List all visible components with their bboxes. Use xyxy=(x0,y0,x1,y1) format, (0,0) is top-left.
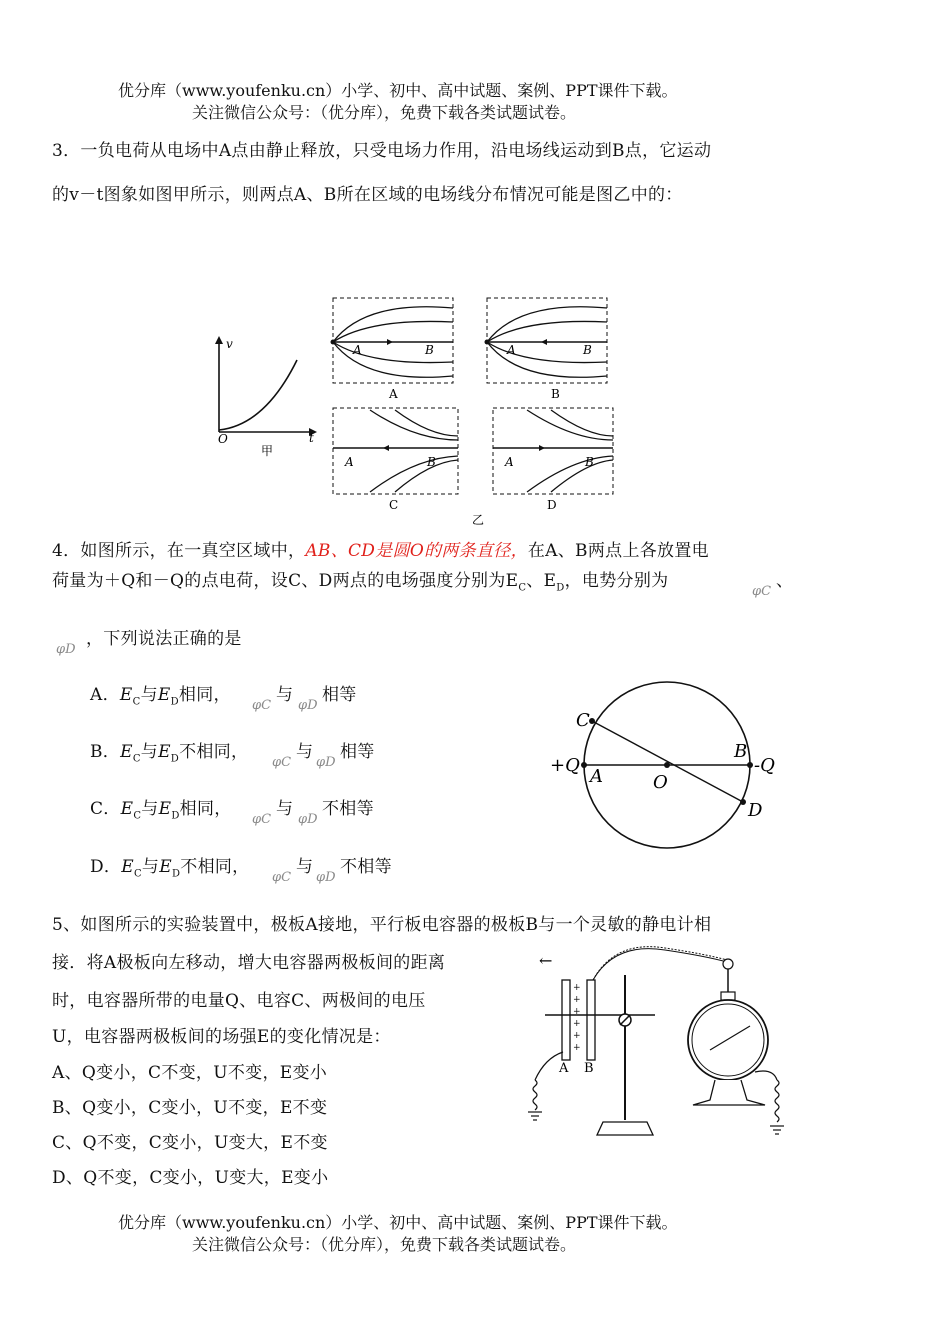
q4-comma: 、 xyxy=(776,571,794,591)
q3-line-2: 的v－t图象如图甲所示，则两点A、B所在区域的电场线分布情况可能是图乙中的： xyxy=(52,185,683,205)
q5-option-d: D、Q不变，C变小，U变大，E变小 xyxy=(52,1168,329,1188)
panel-c-point-b: B xyxy=(427,455,436,469)
q3-figure xyxy=(205,290,625,530)
svg-text:+: + xyxy=(573,1031,581,1041)
panel-b-point-a: A xyxy=(507,343,516,357)
vt-graph xyxy=(218,337,314,458)
q4-c-end: 不相等 xyxy=(322,799,374,819)
q4-a-phi-d: φD xyxy=(298,698,318,713)
q4-b-end: 相等 xyxy=(340,742,375,762)
q4-red-text: AB、CD是圆O的两条直径， xyxy=(305,541,528,561)
point-d-label: D xyxy=(748,800,763,821)
q4-line-3: ，下列说法正确的是 xyxy=(86,629,242,649)
q4-option-a: A．$E_C$与$E_D$相同， xyxy=(90,685,231,708)
q3-line-1: 3．一负电荷从电场中A点由静止释放，只受电场力作用，沿电场线运动到B点，它运动 xyxy=(52,141,712,161)
origin-label: O xyxy=(218,432,228,446)
q5-option-b: B、Q变小，C变小，U不变，E不变 xyxy=(52,1098,328,1118)
footer-line-1: 优分库（www.youfenku.cn）小学、初中、高中试题、案例、PPT课件下载。 xyxy=(118,1213,678,1232)
q4-circle-figure xyxy=(540,670,800,870)
svg-text:+: + xyxy=(573,983,581,993)
q5-option-c: C、Q不变，C变小，U变大，E不变 xyxy=(52,1133,328,1153)
q4-a-phi-c: φC xyxy=(252,698,272,713)
panel-a-point-a: A xyxy=(353,343,362,357)
q4-rest1: 在A、B两点上各放置电 xyxy=(527,541,709,561)
panel-d xyxy=(493,408,613,512)
q4-b-yu: 与 xyxy=(296,742,314,762)
q4-line2a: 荷量为＋Q和－Q的点电荷，设C、D两点的电场强度分别为E xyxy=(52,571,519,591)
q5-line-3: 时，电容器所带的电量Q、电容C、两极间的电压 xyxy=(52,991,426,1011)
q4-sep: 、E xyxy=(526,571,557,591)
q4-option-d: D．$E_C$与$E_D$不相同， xyxy=(90,857,250,880)
q4-c-phi-d: φD xyxy=(298,812,318,827)
q4-a-end: 相等 xyxy=(322,685,357,705)
q4-d-yu: 与 xyxy=(296,857,314,877)
q4-sub-c: C xyxy=(518,582,527,594)
svg-text:+: + xyxy=(573,1019,581,1029)
q4-option-c: C．$E_C$与$E_D$相同， xyxy=(90,799,232,822)
q4-d-phi-d: φD xyxy=(316,870,336,885)
panel-d-point-a: A xyxy=(505,455,514,469)
q4-line2b: ，电势分别为 xyxy=(564,571,669,591)
axis-v-label: v xyxy=(226,337,233,351)
point-a-label: A xyxy=(590,766,603,787)
q5-line-1: 5、如图所示的实验装置中，极板A接地，平行板电容器的极板B与一个灵敏的静电计相 xyxy=(52,915,712,935)
q4-a-yu: 与 xyxy=(276,685,294,705)
plate-b-label: B xyxy=(584,1061,594,1076)
axis-t-label: t xyxy=(309,431,314,445)
q5-line-4: U，电容器两极板间的场强E的变化情况是： xyxy=(52,1027,391,1047)
panel-c xyxy=(333,408,458,512)
q4-c-yu: 与 xyxy=(276,799,294,819)
phi-d-symbol: φD xyxy=(56,642,76,657)
panel-c-label: C xyxy=(389,498,399,512)
q4-d-end: 不相等 xyxy=(340,857,392,877)
caption-yi: 乙 xyxy=(472,513,485,527)
q4-line-2 xyxy=(52,566,668,593)
point-b-label: B xyxy=(734,741,748,762)
panel-c-point-a: A xyxy=(345,455,354,469)
caption-jia: 甲 xyxy=(261,444,274,458)
plate-a-label: A xyxy=(559,1061,569,1076)
svg-text:+: + xyxy=(573,1007,581,1017)
q4-c-phi-c: φC xyxy=(252,812,272,827)
panel-b-label: B xyxy=(551,387,560,401)
q4-option-b: B．$E_C$与$E_D$不相同， xyxy=(90,742,249,765)
q4-b-phi-d: φD xyxy=(316,755,336,770)
panel-a xyxy=(331,298,454,401)
svg-text:+: + xyxy=(573,995,581,1005)
plus-q-label: +Q xyxy=(550,755,580,776)
q5-option-a: A、Q变小，C不变，U不变，E变小 xyxy=(52,1063,328,1083)
header-line-1: 优分库（www.youfenku.cn）小学、初中、高中试题、案例、PPT课件下载。 xyxy=(118,81,678,100)
point-c-label: C xyxy=(576,710,590,731)
panel-a-label: A xyxy=(389,387,398,401)
footer-line-2: 关注微信公众号：（优分库），免费下载各类试题试卷。 xyxy=(192,1235,577,1254)
q5-apparatus-figure xyxy=(515,940,805,1150)
minus-q-label: -Q xyxy=(754,755,775,776)
panel-d-point-b: B xyxy=(585,455,594,469)
panel-b-point-b: B xyxy=(583,343,592,357)
q4-b-phi-c: φC xyxy=(272,755,292,770)
q4-num: 4．如图所示，在一真空区域中， xyxy=(52,541,306,561)
move-left-arrow: ← xyxy=(539,951,553,970)
phi-c-symbol: φC xyxy=(752,584,772,599)
q4-line-1 xyxy=(52,536,709,561)
svg-text:+: + xyxy=(573,1043,581,1053)
center-o-label: O xyxy=(653,772,668,793)
q4-d-phi-c: φC xyxy=(272,870,292,885)
q5-line-2: 接．将A极板向左移动，增大电容器两极板间的距离 xyxy=(52,953,446,973)
panel-d-label: D xyxy=(547,498,557,512)
panel-a-point-b: B xyxy=(425,343,434,357)
q4-sub-d: D xyxy=(556,582,565,594)
header-line-2: 关注微信公众号：（优分库），免费下载各类试题试卷。 xyxy=(192,103,577,122)
panel-b xyxy=(485,298,608,401)
